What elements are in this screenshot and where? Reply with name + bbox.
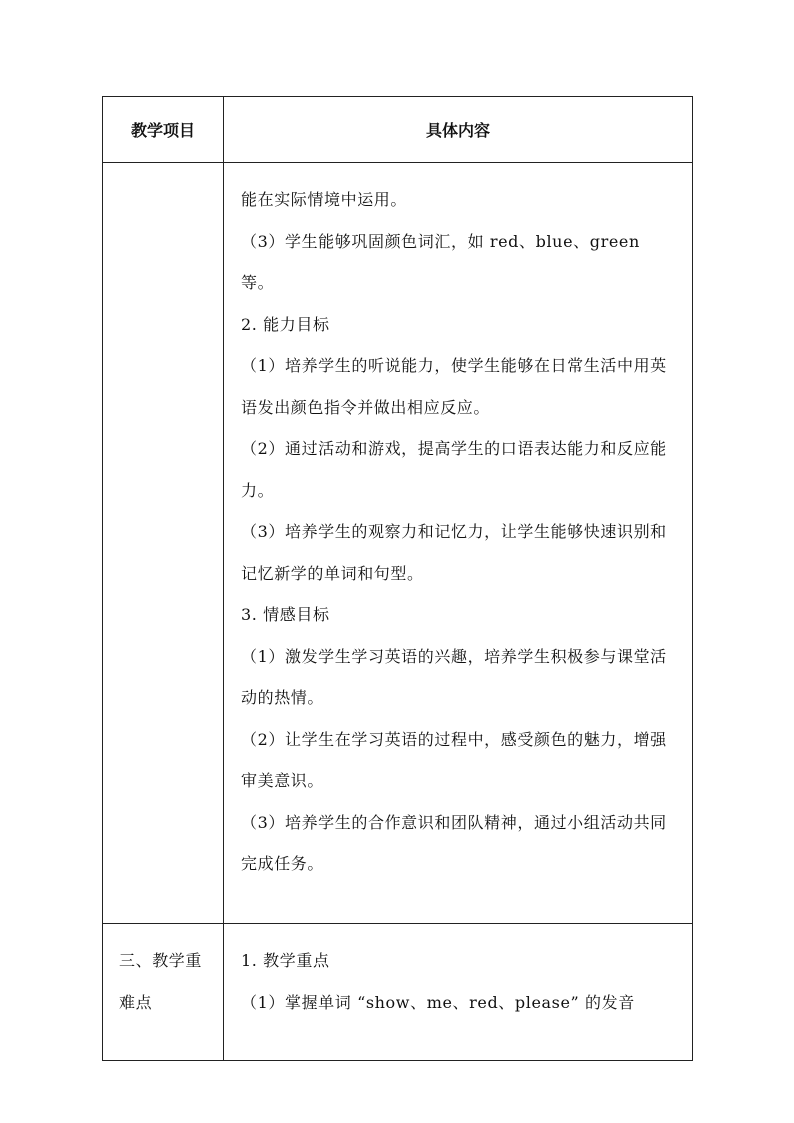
paragraph: （3）培养学生的合作意识和团队精神，通过小组活动共同完成任务。 bbox=[241, 812, 667, 873]
objectives-label-cell bbox=[103, 163, 224, 924]
paragraph: （3）培养学生的观察力和记忆力，让学生能够快速识别和记忆新学的单词和句型。 bbox=[241, 522, 667, 583]
objectives-content-cell bbox=[224, 163, 693, 924]
key-points-content-cell bbox=[224, 924, 693, 1061]
paragraph: （2）通过活动和游戏，提高学生的口语表达能力和反应能力。 bbox=[241, 439, 667, 500]
section-heading: 2. 能力目标 bbox=[241, 314, 330, 334]
header-teaching-item: 教学项目 bbox=[103, 97, 224, 163]
lesson-plan-table bbox=[102, 96, 693, 1061]
table-row-objectives bbox=[103, 163, 693, 924]
paragraph: （3）学生能够巩固颜色词汇，如 red、blue、green 等。 bbox=[241, 231, 640, 292]
header-specific-content: 具体内容 bbox=[224, 97, 693, 163]
key-points-label-cell: 三、教学重难点 bbox=[103, 924, 224, 1061]
paragraph: （1）激发学生学习英语的兴趣，培养学生积极参与课堂活动的热情。 bbox=[241, 646, 667, 707]
section-heading: 1. 教学重点 bbox=[241, 951, 330, 970]
paragraph: （1）培养学生的听说能力，使学生能够在日常生活中用英语发出颜色指令并做出相应反应。 bbox=[241, 356, 667, 417]
section-heading: 3. 情感目标 bbox=[241, 605, 330, 624]
table-row-key-points bbox=[103, 924, 693, 1061]
paragraph: （2）让学生在学习英语的过程中，感受颜色的魅力，增强审美意识。 bbox=[241, 729, 667, 790]
paragraph: 能在实际情境中运用。 bbox=[241, 190, 408, 209]
paragraph: （1）掌握单词 “show、me、red、please” 的发音 bbox=[241, 992, 635, 1012]
table-header-row bbox=[103, 97, 693, 163]
